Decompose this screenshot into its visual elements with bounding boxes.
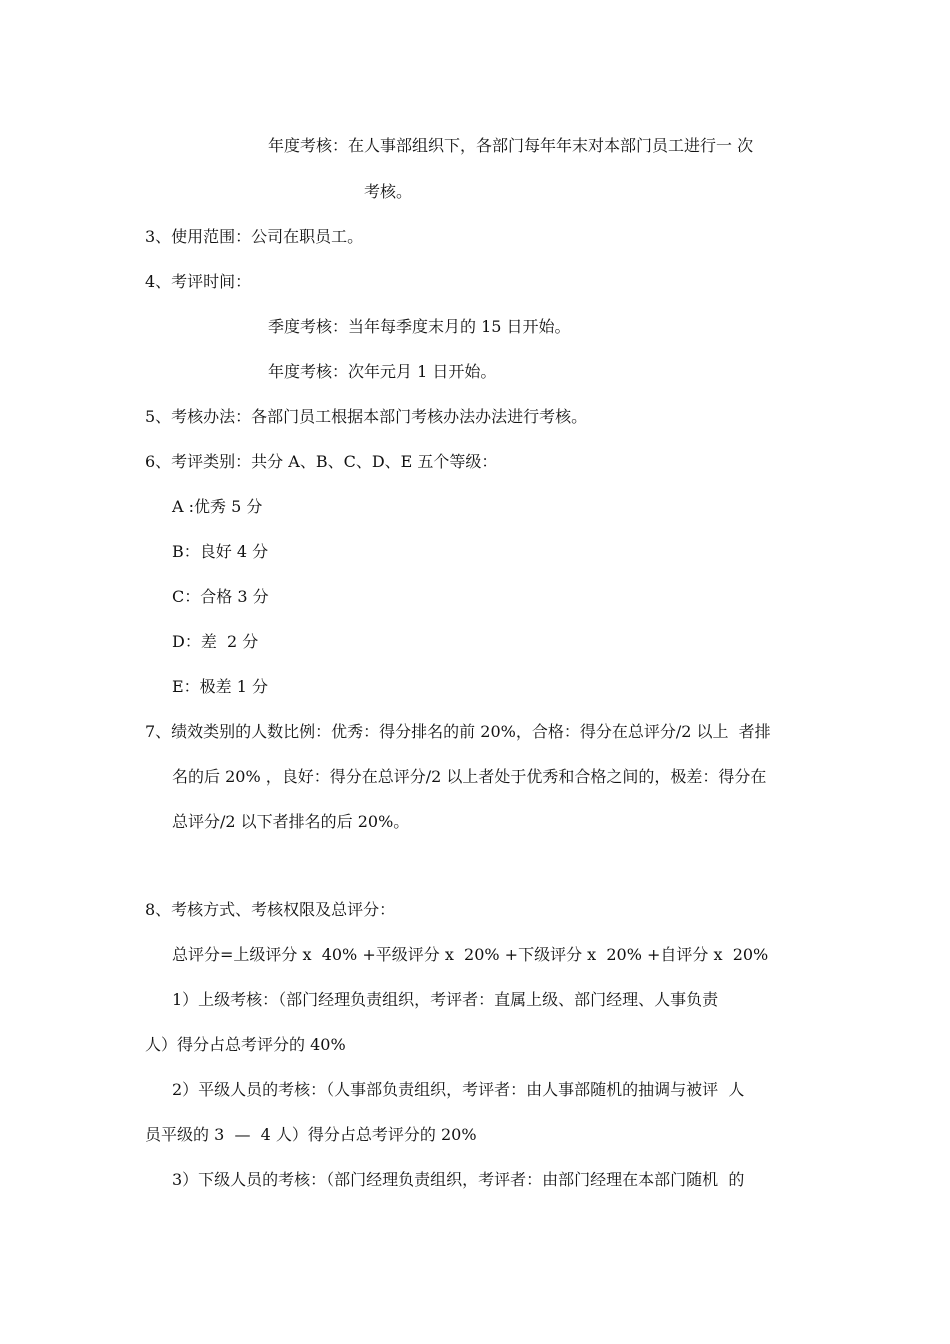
text-line-peer-cont: 员平级的 3 — 4 人）得分占总考评分的 20% <box>145 1125 477 1144</box>
text-line-quarterly: 季度考核：当年每季度末月的 15 日开始。 <box>268 317 571 336</box>
text-line-peer: 2）平级人员的考核：（人事部负责组织，考评者：由人事部随机的抽调与被评 人 <box>172 1080 745 1099</box>
text-line-ratio: 7、绩效类别的人数比例：优秀：得分排名的前 20%，合格：得分在总评分/2 以上 者排 <box>145 722 771 741</box>
text-line-annual-review-cont: 考核。 <box>364 182 413 201</box>
text-line-subordinate: 3）下级人员的考核：（部门经理负责组织，考评者：由部门经理在本部门随机 的 <box>172 1170 745 1189</box>
text-line-annual-review: 年度考核：在人事部组织下，各部门每年年末对本部门员工进行一 次 <box>268 136 754 155</box>
text-line-grade-d: D：差 2 分 <box>172 632 259 651</box>
text-line-grade-b: B：良好 4 分 <box>172 542 269 561</box>
text-line-annual: 年度考核：次年元月 1 日开始。 <box>268 362 497 381</box>
text-line-formula: 总评分=上级评分 x 40% +平级评分 x 20% +下级评分 x 20% +自评分 x 20% <box>172 945 769 964</box>
text-line-grade-e: E：极差 1 分 <box>172 677 269 696</box>
text-line-grade-c: C：合格 3 分 <box>172 587 269 606</box>
text-line-superior: 1）上级考核：（部门经理负责组织，考评者：直属上级、部门经理、人事负责 <box>172 990 719 1009</box>
text-line-method: 5、考核办法：各部门员工根据本部门考核办法办法进行考核。 <box>145 407 588 426</box>
text-line-review-time: 4、考评时间： <box>145 272 252 291</box>
text-line-review-mode: 8、考核方式、考核权限及总评分： <box>145 900 396 919</box>
text-line-superior-cont: 人）得分占总考评分的 40% <box>145 1035 346 1054</box>
text-line-scope: 3、使用范围：公司在职员工。 <box>145 227 364 246</box>
text-line-grade-a: A :优秀 5 分 <box>172 497 263 516</box>
text-line-ratio-cont-2: 总评分/2 以下者排名的后 20%。 <box>172 812 410 831</box>
text-line-categories: 6、考评类别：共分 A、B、C、D、E 五个等级： <box>145 452 498 471</box>
text-line-ratio-cont-1: 名的后 20% ，良好：得分在总评分/2 以上者处于优秀和合格之间的，极差：得分在 <box>172 767 767 786</box>
